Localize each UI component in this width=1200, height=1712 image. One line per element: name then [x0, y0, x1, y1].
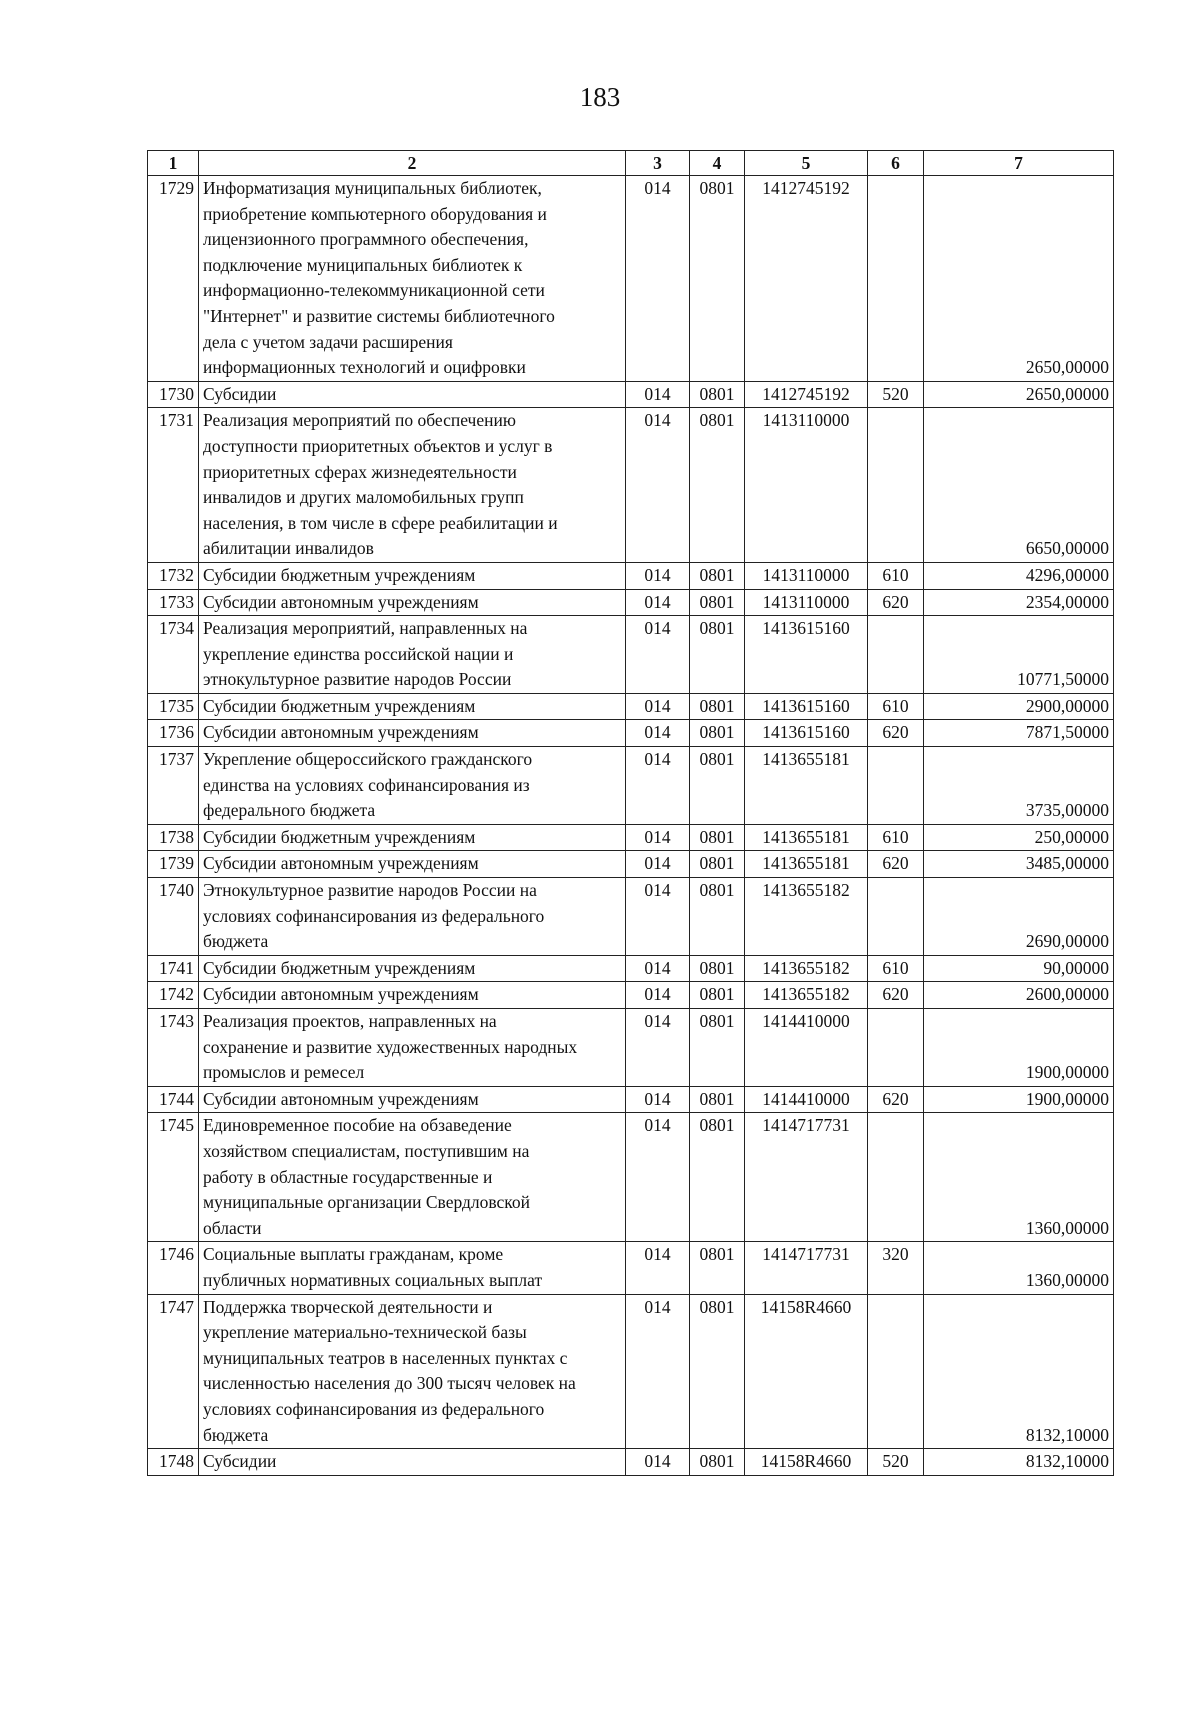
amount: 6650,00000	[924, 408, 1114, 563]
expense-type-code: 620	[868, 589, 924, 616]
table-row	[148, 1009, 1114, 1087]
expense-type-code: 620	[868, 851, 924, 878]
table-row	[148, 176, 1114, 382]
expense-type-code: 320	[868, 1242, 924, 1294]
section-code: 0801	[690, 955, 745, 982]
expense-type-code: 610	[868, 955, 924, 982]
ministry-code: 014	[626, 878, 690, 956]
table-row	[148, 878, 1114, 956]
amount: 7871,50000	[924, 720, 1114, 747]
table-row	[148, 1294, 1114, 1449]
column-header: 4	[690, 151, 745, 176]
section-code: 0801	[690, 693, 745, 720]
section-code: 0801	[690, 982, 745, 1009]
row-number: 1745	[148, 1113, 199, 1242]
section-code: 0801	[690, 1086, 745, 1113]
target-article-code: 1413615160	[745, 693, 868, 720]
table-row	[148, 616, 1114, 694]
row-number: 1742	[148, 982, 199, 1009]
row-number: 1746	[148, 1242, 199, 1294]
section-code: 0801	[690, 878, 745, 956]
ministry-code: 014	[626, 589, 690, 616]
expense-type-code	[868, 408, 924, 563]
ministry-code: 014	[626, 851, 690, 878]
amount: 1900,00000	[924, 1009, 1114, 1087]
amount: 2650,00000	[924, 176, 1114, 382]
row-number: 1736	[148, 720, 199, 747]
section-code: 0801	[690, 1449, 745, 1476]
header-row	[148, 151, 1114, 176]
table-row	[148, 1113, 1114, 1242]
row-description: Этнокультурное развитие народов России на условиях софинансирования из федерального бюджета	[199, 878, 626, 956]
row-description: Субсидии бюджетным учреждениям	[199, 693, 626, 720]
column-header: 7	[924, 151, 1114, 176]
table-row	[148, 408, 1114, 563]
section-code: 0801	[690, 408, 745, 563]
section-code: 0801	[690, 616, 745, 694]
row-number: 1734	[148, 616, 199, 694]
expense-type-code: 610	[868, 562, 924, 589]
target-article-code: 1412745192	[745, 176, 868, 382]
row-description: Субсидии бюджетным учреждениям	[199, 955, 626, 982]
ministry-code: 014	[626, 1449, 690, 1476]
section-code: 0801	[690, 851, 745, 878]
row-number: 1739	[148, 851, 199, 878]
row-description: Субсидии автономным учреждениям	[199, 982, 626, 1009]
ministry-code: 014	[626, 824, 690, 851]
expense-type-code: 520	[868, 1449, 924, 1476]
expense-type-code	[868, 1113, 924, 1242]
amount: 250,00000	[924, 824, 1114, 851]
row-description: Информатизация муниципальных библиотек, приобретение компьютерного оборудования и лицензионного программного обеспечения, подключение муниципальных библиотек к информационно-телекоммуникационной сети "Интернет" и развитие системы библиотечного дела с учетом задачи расширения информационных технологий и оцифровки	[199, 176, 626, 382]
table-row	[148, 824, 1114, 851]
row-number: 1748	[148, 1449, 199, 1476]
table-row	[148, 720, 1114, 747]
ministry-code: 014	[626, 1294, 690, 1449]
amount: 1900,00000	[924, 1086, 1114, 1113]
row-description: Субсидии автономным учреждениям	[199, 851, 626, 878]
expense-type-code	[868, 1009, 924, 1087]
row-description: Субсидии	[199, 1449, 626, 1476]
row-number: 1741	[148, 955, 199, 982]
row-description: Субсидии	[199, 381, 626, 408]
target-article-code: 1413110000	[745, 408, 868, 563]
expense-type-code	[868, 747, 924, 825]
target-article-code: 1413655181	[745, 824, 868, 851]
table-row	[148, 747, 1114, 825]
target-article-code: 1414717731	[745, 1113, 868, 1242]
amount: 1360,00000	[924, 1113, 1114, 1242]
expense-type-code	[868, 616, 924, 694]
target-article-code: 1413655182	[745, 955, 868, 982]
row-number: 1744	[148, 1086, 199, 1113]
ministry-code: 014	[626, 1242, 690, 1294]
row-description: Реализация мероприятий по обеспечению доступности приоритетных объектов и услуг в приоритетных сферах жизнедеятельности инвалидов и других маломобильных групп населения, в том числе в сфере реабилитации и абилитации инвалидов	[199, 408, 626, 563]
expense-type-code	[868, 176, 924, 382]
expense-type-code: 610	[868, 693, 924, 720]
target-article-code: 1413110000	[745, 562, 868, 589]
row-description: Единовременное пособие на обзаведение хозяйством специалистам, поступившим на работу в областные государственные и муниципальные организации Свердловской области	[199, 1113, 626, 1242]
target-article-code: 1413655182	[745, 982, 868, 1009]
section-code: 0801	[690, 1009, 745, 1087]
row-number: 1743	[148, 1009, 199, 1087]
section-code: 0801	[690, 176, 745, 382]
column-header: 1	[148, 151, 199, 176]
section-code: 0801	[690, 381, 745, 408]
section-code: 0801	[690, 562, 745, 589]
ministry-code: 014	[626, 616, 690, 694]
table-row	[148, 1242, 1114, 1294]
section-code: 0801	[690, 747, 745, 825]
amount: 10771,50000	[924, 616, 1114, 694]
section-code: 0801	[690, 1294, 745, 1449]
target-article-code: 1413110000	[745, 589, 868, 616]
ministry-code: 014	[626, 955, 690, 982]
amount: 90,00000	[924, 955, 1114, 982]
budget-table	[147, 150, 1114, 1476]
target-article-code: 1414410000	[745, 1009, 868, 1087]
expense-type-code: 610	[868, 824, 924, 851]
section-code: 0801	[690, 720, 745, 747]
row-description: Субсидии автономным учреждениям	[199, 720, 626, 747]
table-row	[148, 589, 1114, 616]
row-number: 1732	[148, 562, 199, 589]
amount: 2354,00000	[924, 589, 1114, 616]
section-code: 0801	[690, 1113, 745, 1242]
target-article-code: 1413615160	[745, 720, 868, 747]
row-number: 1731	[148, 408, 199, 563]
expense-type-code	[868, 878, 924, 956]
table-row	[148, 851, 1114, 878]
column-header: 6	[868, 151, 924, 176]
ministry-code: 014	[626, 176, 690, 382]
target-article-code: 1413615160	[745, 616, 868, 694]
ministry-code: 014	[626, 982, 690, 1009]
target-article-code: 1413655181	[745, 747, 868, 825]
row-number: 1735	[148, 693, 199, 720]
table-row	[148, 1086, 1114, 1113]
column-header: 2	[199, 151, 626, 176]
row-description: Субсидии бюджетным учреждениям	[199, 562, 626, 589]
ministry-code: 014	[626, 747, 690, 825]
amount: 8132,10000	[924, 1449, 1114, 1476]
section-code: 0801	[690, 589, 745, 616]
row-description: Субсидии бюджетным учреждениям	[199, 824, 626, 851]
ministry-code: 014	[626, 381, 690, 408]
target-article-code: 1412745192	[745, 381, 868, 408]
table-row	[148, 562, 1114, 589]
ministry-code: 014	[626, 1086, 690, 1113]
target-article-code: 14158R4660	[745, 1449, 868, 1476]
section-code: 0801	[690, 1242, 745, 1294]
expense-type-code: 620	[868, 720, 924, 747]
section-code: 0801	[690, 824, 745, 851]
expense-type-code: 520	[868, 381, 924, 408]
row-description: Укрепление общероссийского гражданского единства на условиях софинансирования из федерального бюджета	[199, 747, 626, 825]
page-number: 183	[579, 82, 621, 112]
table-row	[148, 1449, 1114, 1476]
row-description: Реализация проектов, направленных на сохранение и развитие художественных народных промыслов и ремесел	[199, 1009, 626, 1087]
ministry-code: 014	[626, 1113, 690, 1242]
ministry-code: 014	[626, 408, 690, 563]
ministry-code: 014	[626, 1009, 690, 1087]
target-article-code: 1413655182	[745, 878, 868, 956]
table-row	[148, 982, 1114, 1009]
amount: 3485,00000	[924, 851, 1114, 878]
row-description: Реализация мероприятий, направленных на укрепление единства российской нации и этнокультурное развитие народов России	[199, 616, 626, 694]
row-number: 1747	[148, 1294, 199, 1449]
table-row	[148, 693, 1114, 720]
amount: 3735,00000	[924, 747, 1114, 825]
row-number: 1738	[148, 824, 199, 851]
amount: 2600,00000	[924, 982, 1114, 1009]
row-description: Поддержка творческой деятельности и укрепление материально-технической базы муниципальных театров в населенных пунктах с численностью населения до 300 тысяч человек на условиях софинансирования из федерального бюджета	[199, 1294, 626, 1449]
expense-type-code	[868, 1294, 924, 1449]
target-article-code: 1414410000	[745, 1086, 868, 1113]
amount: 2650,00000	[924, 381, 1114, 408]
amount: 4296,00000	[924, 562, 1114, 589]
ministry-code: 014	[626, 693, 690, 720]
table-row	[148, 381, 1114, 408]
table-row	[148, 955, 1114, 982]
row-number: 1733	[148, 589, 199, 616]
amount: 2690,00000	[924, 878, 1114, 956]
column-header: 5	[745, 151, 868, 176]
row-number: 1730	[148, 381, 199, 408]
target-article-code: 1414717731	[745, 1242, 868, 1294]
target-article-code: 1413655181	[745, 851, 868, 878]
column-header: 3	[626, 151, 690, 176]
row-number: 1737	[148, 747, 199, 825]
amount: 8132,10000	[924, 1294, 1114, 1449]
expense-type-code: 620	[868, 1086, 924, 1113]
row-description: Субсидии автономным учреждениям	[199, 589, 626, 616]
target-article-code: 14158R4660	[745, 1294, 868, 1449]
row-description: Субсидии автономным учреждениям	[199, 1086, 626, 1113]
expense-type-code: 620	[868, 982, 924, 1009]
row-number: 1729	[148, 176, 199, 382]
row-description: Социальные выплаты гражданам, кроме публичных нормативных социальных выплат	[199, 1242, 626, 1294]
amount: 1360,00000	[924, 1242, 1114, 1294]
ministry-code: 014	[626, 562, 690, 589]
amount: 2900,00000	[924, 693, 1114, 720]
ministry-code: 014	[626, 720, 690, 747]
row-number: 1740	[148, 878, 199, 956]
